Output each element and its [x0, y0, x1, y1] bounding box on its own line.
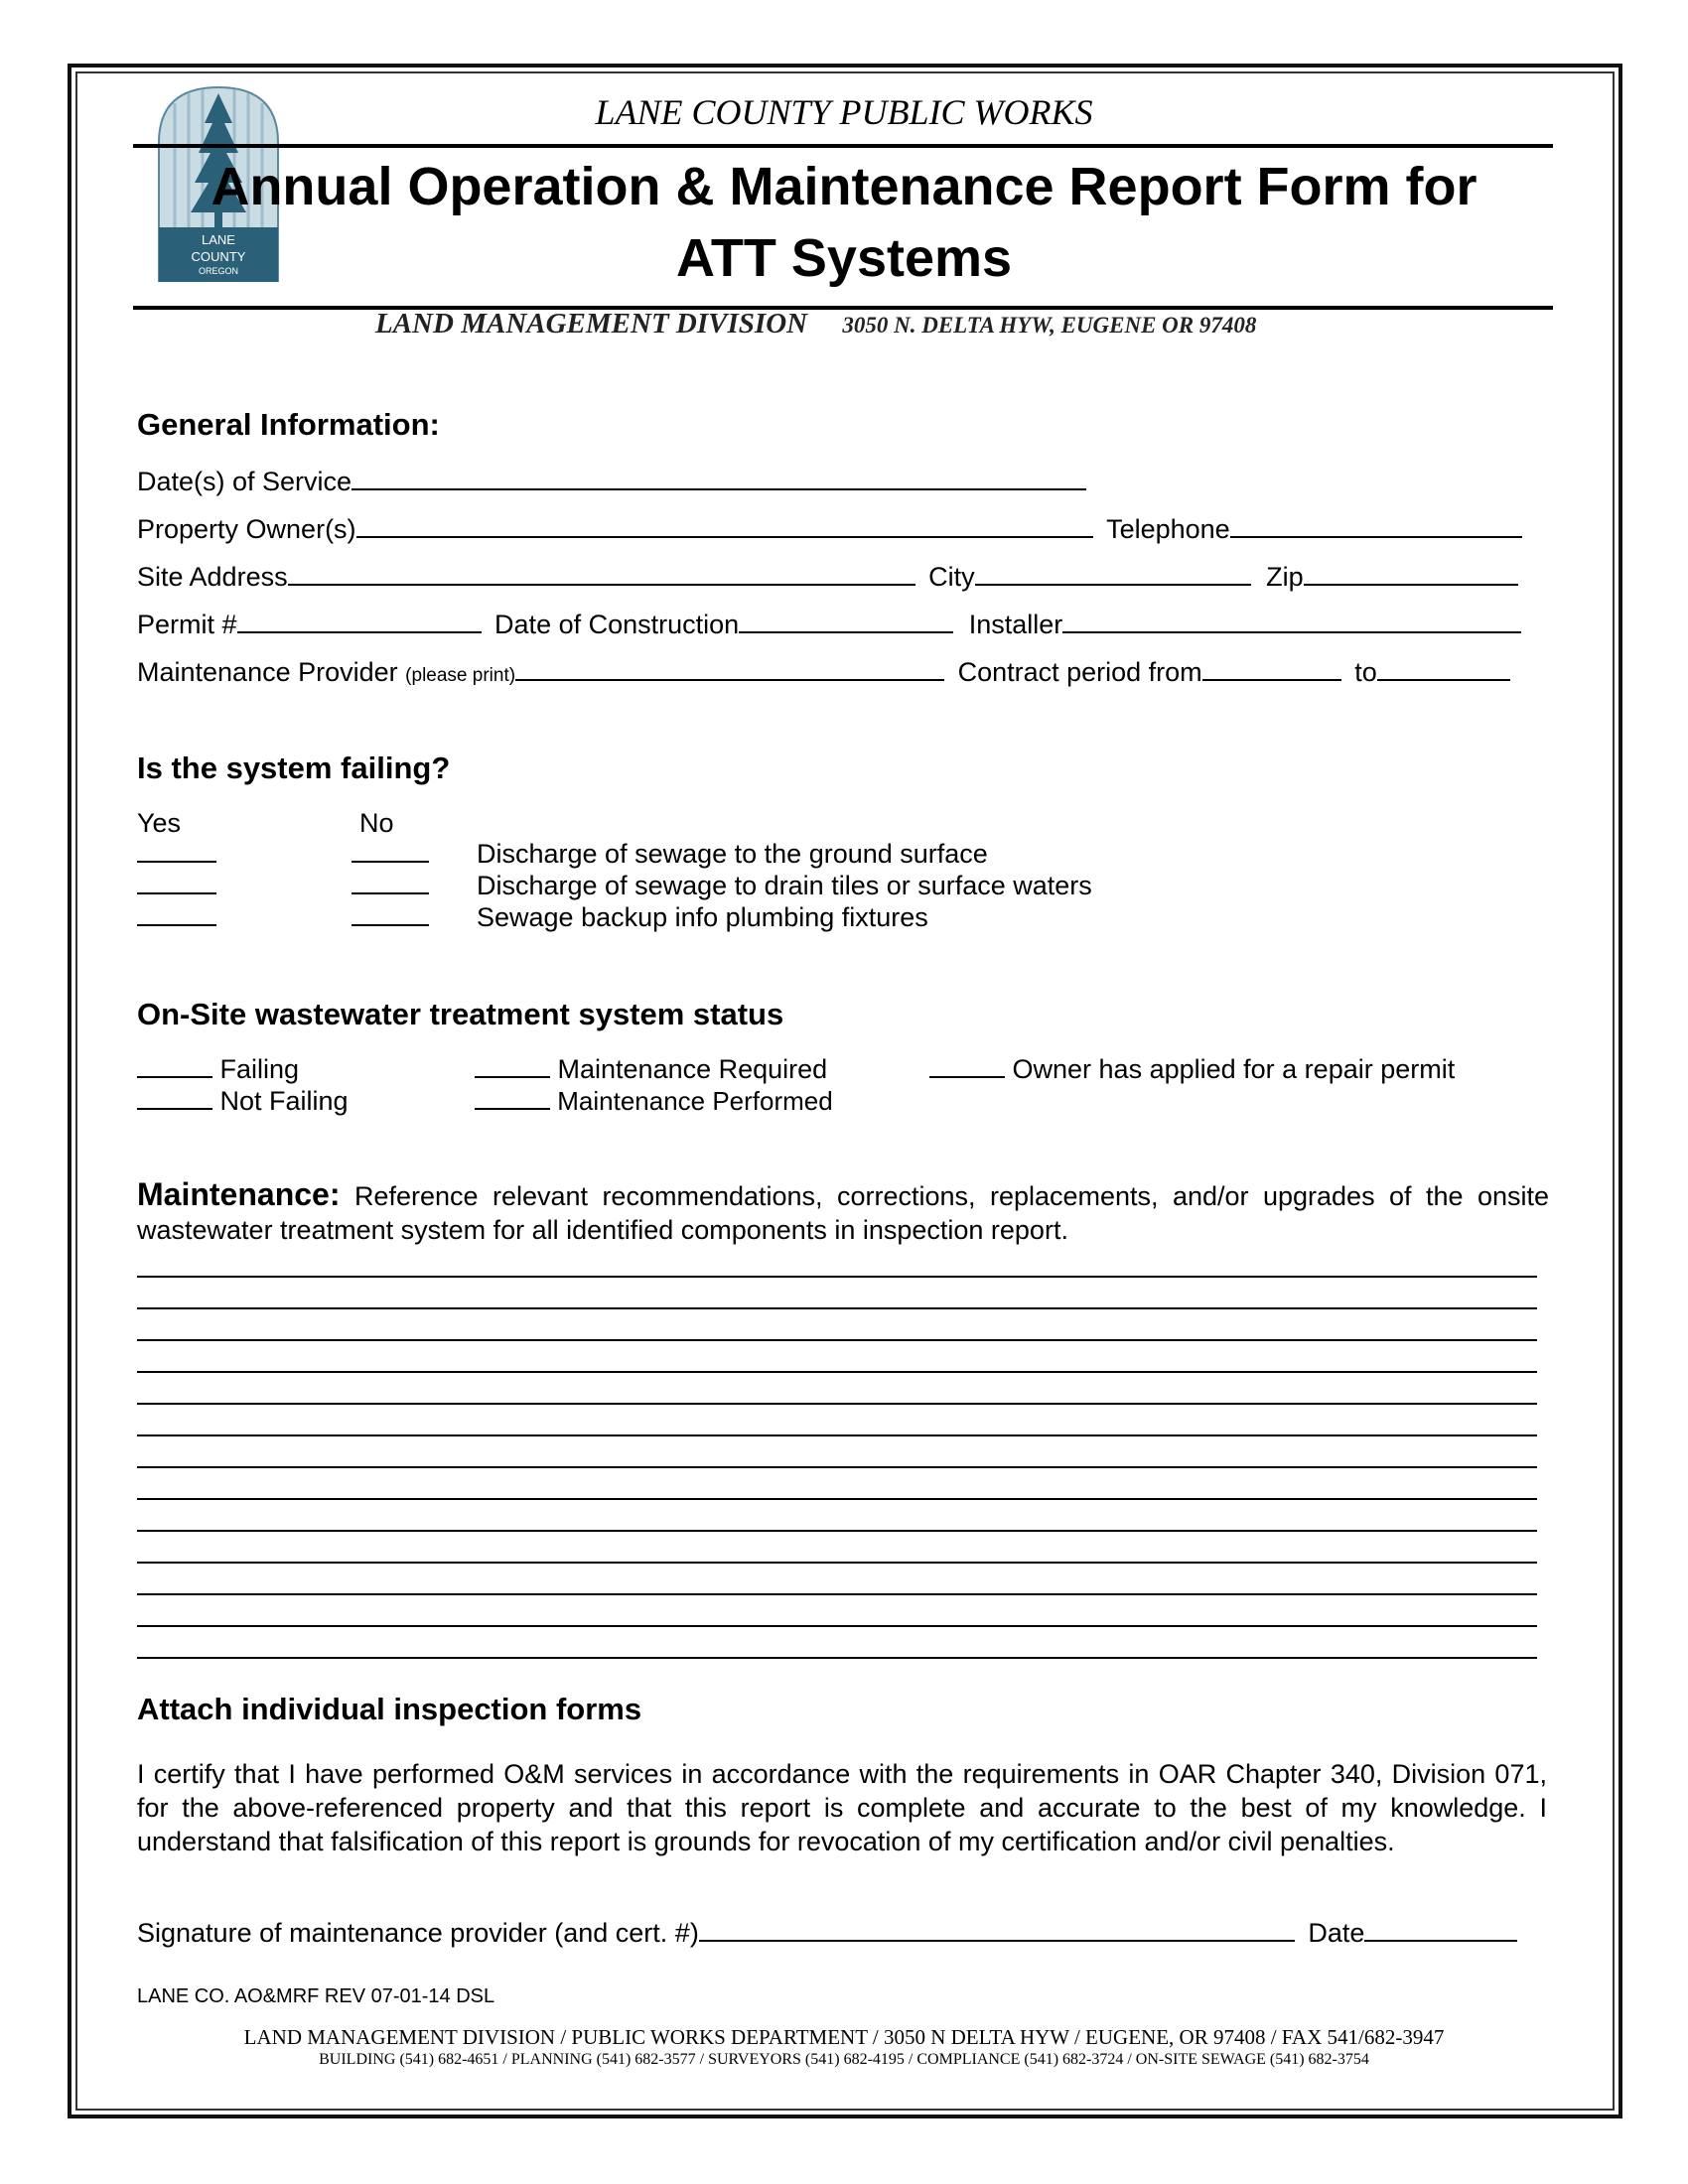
contract-to-field[interactable]	[1377, 655, 1510, 681]
maintenance-notes-line[interactable]	[137, 1530, 1537, 1532]
division-name: LAND MANAGEMENT DIVISION	[375, 308, 808, 340]
city-field[interactable]	[975, 560, 1251, 586]
failing-no-field[interactable]	[352, 837, 429, 863]
status-repair-permit-label: Owner has applied for a repair permit	[1012, 1054, 1456, 1084]
maintenance-notes-line[interactable]	[137, 1371, 1537, 1373]
status-maintenance-required-field[interactable]	[475, 1052, 550, 1078]
date-of-service-field[interactable]	[352, 465, 1086, 490]
telephone-field[interactable]	[1230, 512, 1522, 538]
status-failing-label: Failing	[219, 1054, 300, 1084]
maintenance-notes-line[interactable]	[137, 1562, 1537, 1564]
attach-heading: Attach individual inspection forms	[137, 1692, 642, 1726]
failing-item: Discharge of sewage to drain tiles or surface waters	[477, 871, 1092, 900]
site-address-label: Site Address	[137, 562, 288, 592]
failing-item: Discharge of sewage to the ground surface	[477, 839, 988, 869]
division-address: 3050 N. DELTA HYW, EUGENE OR 97408	[842, 313, 1257, 338]
city-label: City	[928, 562, 975, 592]
yes-column-label: Yes	[137, 808, 182, 838]
zip-label: Zip	[1266, 562, 1304, 592]
failing-no-field[interactable]	[352, 900, 429, 926]
maintenance-text-line2: wastewater treatment system for all identified components in inspection report.	[137, 1215, 1068, 1245]
maintenance-text-line1: Reference relevant recommendations, corrections, replacements, and/or upgrades of the onsite	[353, 1181, 1549, 1211]
status-not-failing-label: Not Failing	[219, 1086, 349, 1116]
date-of-service-label: Date(s) of Service	[137, 467, 352, 496]
installer-label: Installer	[968, 610, 1063, 639]
failing-item: Sewage backup info plumbing fixtures	[477, 902, 928, 932]
form-title-line2: ATT Systems	[675, 228, 1013, 288]
maintenance-notes-line[interactable]	[137, 1403, 1537, 1405]
maintenance-notes-line[interactable]	[137, 1276, 1537, 1278]
status-maintenance-performed-label: Maintenance Performed	[557, 1086, 833, 1116]
status-maintenance-performed-field[interactable]	[475, 1084, 550, 1110]
maintenance-notes-line[interactable]	[137, 1625, 1537, 1627]
org-name: LANE COUNTY PUBLIC WORKS	[595, 92, 1093, 132]
maintenance-provider-field[interactable]	[515, 655, 944, 681]
logo-text-oregon: OREGON	[198, 266, 239, 276]
revision-code: LANE CO. AO&MRF REV 07-01-14 DSL	[137, 1985, 495, 2007]
permit-field[interactable]	[237, 608, 482, 633]
maintenance-notes-line[interactable]	[137, 1434, 1537, 1436]
contract-from-field[interactable]	[1202, 655, 1341, 681]
maintenance-notes-line[interactable]	[137, 1307, 1537, 1309]
property-owner-label: Property Owner(s)	[137, 514, 356, 544]
general-heading: General Information:	[137, 407, 440, 442]
date-of-construction-label: Date of Construction	[494, 610, 740, 639]
maintenance-notes-line[interactable]	[137, 1339, 1537, 1341]
footer-address-line: LAND MANAGEMENT DIVISION / PUBLIC WORKS DEPARTMENT / 3050 N DELTA HYW / EUGENE, OR 97408 / FAX 541/682-3947	[243, 2025, 1445, 2049]
contract-from-label: Contract period from	[957, 657, 1202, 687]
contract-to-label: to	[1354, 657, 1377, 687]
failing-heading: Is the system failing?	[137, 751, 451, 785]
status-not-failing-field[interactable]	[137, 1084, 212, 1110]
property-owner-field[interactable]	[356, 512, 1093, 538]
signature-date-field[interactable]	[1364, 1916, 1517, 1942]
failing-yes-field[interactable]	[137, 869, 216, 894]
logo-text-county: COUNTY	[191, 249, 246, 264]
maintenance-notes-line[interactable]	[137, 1657, 1537, 1659]
zip-field[interactable]	[1304, 560, 1518, 586]
please-print-note: (please print)	[405, 665, 516, 686]
site-address-field[interactable]	[288, 560, 915, 586]
header-rule-top	[133, 144, 1553, 148]
installer-field[interactable]	[1062, 608, 1521, 633]
maintenance-notes-line[interactable]	[137, 1593, 1537, 1595]
footer-phone-line: BUILDING (541) 682-4651 / PLANNING (541) 682-3577 / SURVEYORS (541) 682-4195 / COMPLIANCE (541) 682-3724 / ON-SITE SEWAGE (541) 682-3754	[319, 2051, 1369, 2068]
failing-yes-field[interactable]	[137, 837, 216, 863]
status-heading: On-Site wastewater treatment system status	[137, 997, 784, 1031]
certification-text: I certify that I have performed O&M services in accordance with the requirements in OAR Chapter 340, Division 071, for the above-referenced property and that this report is complete and accurate to the best of my knowledge. I understand that falsification of this report is grounds for revocation of my certification and/or civil penalties.	[137, 1759, 1547, 1856]
form-title-line1: Annual Operation & Maintenance Report Form for	[211, 157, 1477, 216]
maintenance-notes-line[interactable]	[137, 1466, 1537, 1468]
logo-text-lane: LANE	[202, 232, 235, 247]
maintenance-provider-label: Maintenance Provider	[137, 657, 398, 687]
signature-field[interactable]	[699, 1916, 1295, 1942]
signature-label: Signature of maintenance provider (and cert. #)	[137, 1918, 699, 1948]
date-of-construction-field[interactable]	[739, 608, 953, 633]
no-column-label: No	[359, 808, 394, 838]
maintenance-heading: Maintenance:	[137, 1176, 341, 1212]
maintenance-notes-line[interactable]	[137, 1498, 1537, 1500]
status-maintenance-required-label: Maintenance Required	[557, 1054, 828, 1084]
permit-label: Permit #	[137, 610, 237, 639]
status-failing-field[interactable]	[137, 1052, 212, 1078]
failing-no-field[interactable]	[352, 869, 429, 894]
failing-yes-field[interactable]	[137, 900, 216, 926]
telephone-label: Telephone	[1106, 514, 1230, 544]
signature-date-label: Date	[1308, 1918, 1365, 1948]
status-repair-permit-field[interactable]	[929, 1052, 1005, 1078]
